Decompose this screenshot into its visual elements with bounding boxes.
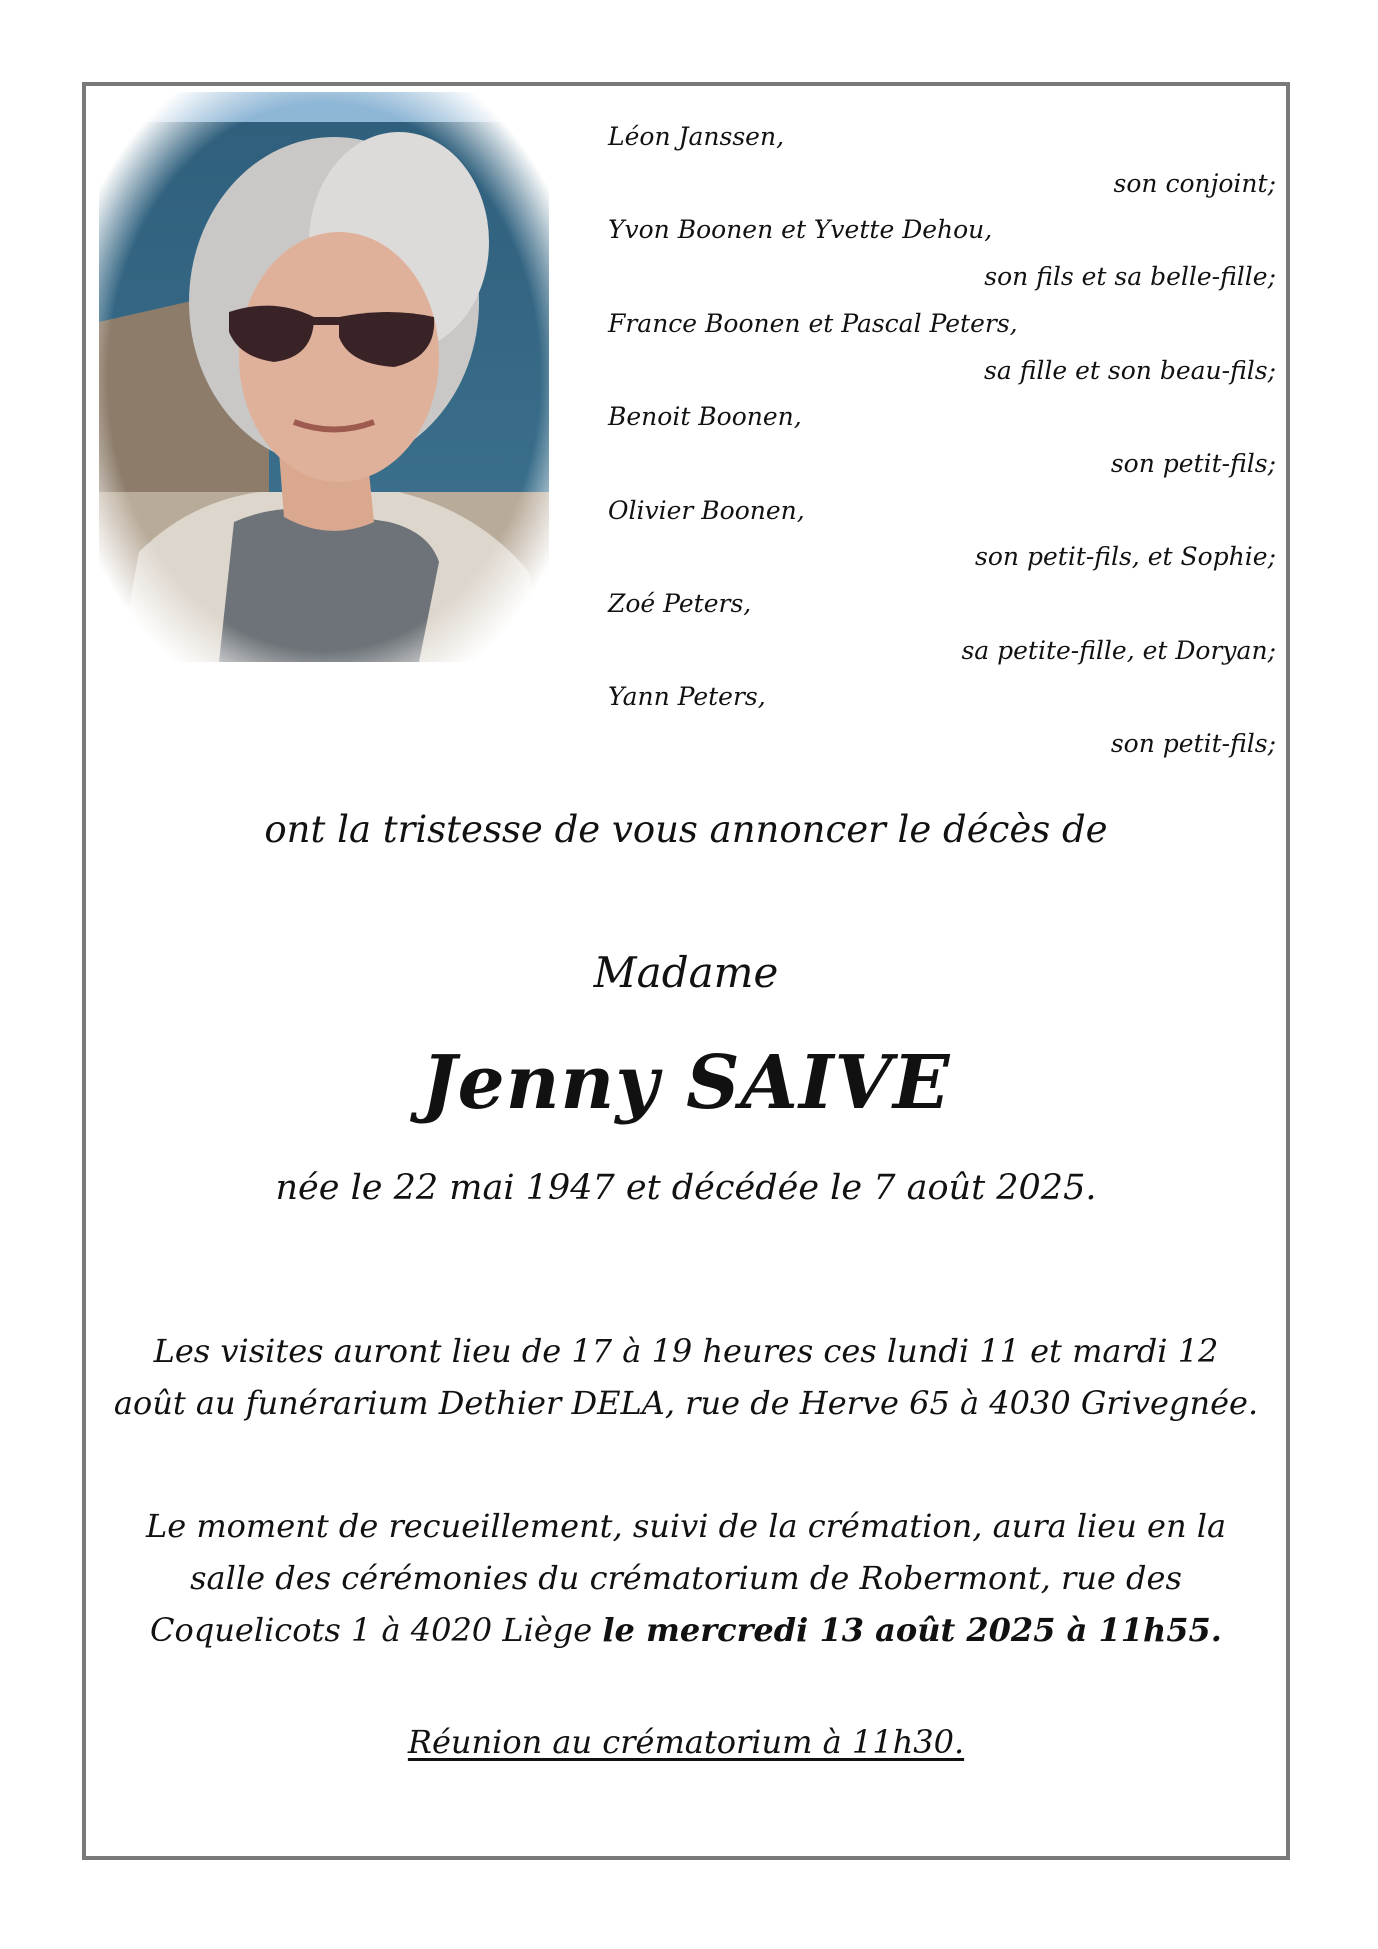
- family-relation: son petit-fils, et Sophie;: [975, 542, 1276, 572]
- portrait-photo: [99, 92, 549, 662]
- ceremony-datetime: le mercredi 13 août 2025 à 11h55.: [602, 1611, 1222, 1649]
- reunion-text: Réunion au crématorium à 11h30.: [407, 1723, 965, 1761]
- reunion-note: [82, 1723, 1290, 1761]
- deceased-name: Jenny SAIVE: [421, 1040, 951, 1126]
- family-list: [608, 114, 1280, 768]
- family-name: France Boonen et Pascal Peters,: [608, 308, 1018, 338]
- family-relation: son fils et sa belle-fille;: [984, 262, 1276, 292]
- family-name: Yvon Boonen et Yvette Dehou,: [608, 215, 993, 245]
- family-name: Yann Peters,: [608, 682, 766, 712]
- ceremony-line: salle des cérémonies du crématorium de Robermont, rue des: [190, 1559, 1182, 1597]
- family-name: Zoé Peters,: [608, 589, 752, 619]
- ceremony-paragraph: [82, 1500, 1290, 1656]
- visits-paragraph: [82, 1325, 1290, 1429]
- ceremony-location: Coquelicots 1 à 4020 Liège: [150, 1611, 603, 1649]
- family-name: Olivier Boonen,: [608, 495, 805, 525]
- family-relation: son petit-fils;: [1110, 729, 1276, 759]
- family-relation: son conjoint;: [1113, 168, 1276, 198]
- visits-line: août au funérarium Dethier DELA, rue de Herve 65 à 4030 Grivegnée.: [113, 1384, 1259, 1422]
- family-relation: sa petite-fille, et Doryan;: [961, 635, 1276, 665]
- family-relation: sa fille et son beau-fils;: [984, 355, 1276, 385]
- ceremony-line: [82, 1604, 1290, 1656]
- family-name: Léon Janssen,: [608, 122, 785, 151]
- visits-line: Les visites auront lieu de 17 à 19 heures ces lundi 11 et mardi 12: [153, 1332, 1219, 1370]
- family-relation: son petit-fils;: [1110, 448, 1276, 478]
- life-dates: née le 22 mai 1947 et décédée le 7 août 2025.: [275, 1168, 1097, 1208]
- announcement-text: ont la tristesse de vous annoncer le décès de: [264, 808, 1108, 851]
- family-name: Benoit Boonen,: [608, 402, 802, 432]
- honorific: Madame: [593, 948, 779, 997]
- ceremony-line: Le moment de recueillement, suivi de la crémation, aura lieu en la: [145, 1507, 1227, 1545]
